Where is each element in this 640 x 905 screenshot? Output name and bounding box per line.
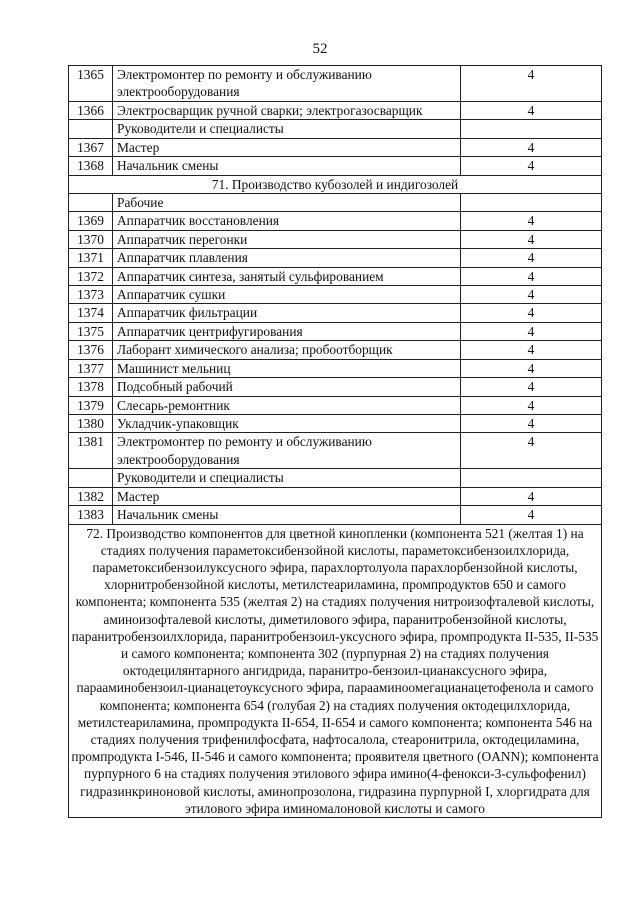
row-number: 1368 bbox=[69, 157, 113, 175]
row-profession: Подсобный рабочий bbox=[113, 378, 461, 396]
row-profession: Начальник смены bbox=[113, 506, 461, 524]
table-row bbox=[69, 286, 602, 304]
row-number: 1379 bbox=[69, 396, 113, 414]
row-value: 4 bbox=[461, 359, 602, 377]
row-number: 1378 bbox=[69, 378, 113, 396]
section-title-72: 72. Производство компонентов для цветной кинопленки (компонента 521 (желтая 1) на стадиях получения параметоксибензойной кислоты, параметоксибензоилхлорида, параметоксибензоилуксусного эфира, парахлортолуола парахлорбензойной кислоты, хлорнитробензойной кислоты, метилстеариламина, промпродуктов 650 и самого компонента; компонента 535 (желтая 2) на стадиях получения нитроизофталевой кислоты, аминоизофталевой кислоты, диметилового эфира, паранитробензойной кислоты, паранитробензоилхлорида, паранитробензоил-уксусного эфира, промпродукта II-535, II-535 и самого компонента; компонента 302 (пурпурная 2) на стадиях получения октодецилянтарного ангидрида, паранитро-бензоил-цианаксусного эфира, парааминобензоил-цианацетоуксусного эфира, парааминоомегацианацетофенола и самого компонента; компонента 654 (голубая 2) на стадиях получения октодецилхлорида, метилстеариламина, промпродукта II-654, II-654 и самого компонента; компонента 546 на стадиях получения трифенилфосфата, нафтосалола, стеаронитрила, октодециламина, промпродукта I-546, II-546 и самого компонента; проявителя цветного (OANN); компонента пурпурного 6 на стадиях получения этилового эфира имино(4-фенокси-3-сульфофенил) гидразинкриноновой кислоты, аминопрозолона, гидразина пурпурной I, хлоргидрата для этилового эфира иминомалоновой кислоты и самого bbox=[69, 524, 602, 817]
row-number: 1369 bbox=[69, 212, 113, 230]
section-row bbox=[69, 524, 602, 817]
table-row bbox=[69, 359, 602, 377]
row-number: 1382 bbox=[69, 487, 113, 505]
row-profession: Электросварщик ручной сварки; электрогазосварщик bbox=[113, 102, 461, 120]
row-number: 1365 bbox=[69, 66, 113, 102]
row-profession: Аппаратчик синтеза, занятый сульфированием bbox=[113, 267, 461, 285]
table-row bbox=[69, 322, 602, 340]
row-number: 1383 bbox=[69, 506, 113, 524]
table-row bbox=[69, 304, 602, 322]
row-profession: Аппаратчик центрифугирования bbox=[113, 322, 461, 340]
row-number: 1366 bbox=[69, 102, 113, 120]
row-profession: Слесарь-ремонтник bbox=[113, 396, 461, 414]
row-value: 4 bbox=[461, 322, 602, 340]
table-row bbox=[69, 102, 602, 120]
row-number: 1371 bbox=[69, 249, 113, 267]
row-number: 1376 bbox=[69, 341, 113, 359]
row-number: 1373 bbox=[69, 286, 113, 304]
data-table bbox=[68, 65, 602, 818]
row-value: 4 bbox=[461, 378, 602, 396]
subheader-row bbox=[69, 120, 602, 138]
row-value: 4 bbox=[461, 433, 602, 469]
table-row bbox=[69, 267, 602, 285]
row-value: 4 bbox=[461, 249, 602, 267]
table-row bbox=[69, 66, 602, 102]
subheader-row bbox=[69, 469, 602, 487]
row-value: 4 bbox=[461, 102, 602, 120]
row-profession: Аппаратчик сушки bbox=[113, 286, 461, 304]
table-row bbox=[69, 138, 602, 156]
row-value: 4 bbox=[461, 66, 602, 102]
row-profession: Машинист мельниц bbox=[113, 359, 461, 377]
row-number: 1367 bbox=[69, 138, 113, 156]
row-number: 1377 bbox=[69, 359, 113, 377]
table-row bbox=[69, 414, 602, 432]
subheader-label: Руководители и специалисты bbox=[113, 469, 461, 487]
subheader-row bbox=[69, 194, 602, 212]
row-profession: Аппаратчик перегонки bbox=[113, 230, 461, 248]
row-value: 4 bbox=[461, 506, 602, 524]
row-value: 4 bbox=[461, 230, 602, 248]
row-profession: Мастер bbox=[113, 487, 461, 505]
row-value: 4 bbox=[461, 414, 602, 432]
row-value: 4 bbox=[461, 212, 602, 230]
empty-cell bbox=[461, 194, 602, 212]
row-value: 4 bbox=[461, 487, 602, 505]
row-value: 4 bbox=[461, 396, 602, 414]
row-number: 1375 bbox=[69, 322, 113, 340]
section-title-71: 71. Производство кубозолей и индигозолей bbox=[69, 175, 602, 193]
row-value: 4 bbox=[461, 304, 602, 322]
row-profession: Укладчик-упаковщик bbox=[113, 414, 461, 432]
table-row bbox=[69, 487, 602, 505]
row-value: 4 bbox=[461, 286, 602, 304]
page-number: 52 bbox=[312, 41, 328, 57]
row-profession: Начальник смены bbox=[113, 157, 461, 175]
subheader-label: Рабочие bbox=[113, 194, 461, 212]
table-row bbox=[69, 396, 602, 414]
row-profession: Лаборант химического анализа; пробоотборщик bbox=[113, 341, 461, 359]
row-profession: Мастер bbox=[113, 138, 461, 156]
table-body bbox=[69, 66, 602, 818]
row-value: 4 bbox=[461, 267, 602, 285]
empty-cell bbox=[69, 469, 113, 487]
row-value: 4 bbox=[461, 157, 602, 175]
empty-cell bbox=[461, 120, 602, 138]
row-profession: Электромонтер по ремонту и обслуживанию электрооборудования bbox=[113, 433, 461, 469]
table-row bbox=[69, 506, 602, 524]
table-row bbox=[69, 212, 602, 230]
row-number: 1374 bbox=[69, 304, 113, 322]
row-number: 1381 bbox=[69, 433, 113, 469]
row-profession: Аппаратчик плавления bbox=[113, 249, 461, 267]
table-row bbox=[69, 249, 602, 267]
empty-cell bbox=[69, 194, 113, 212]
subheader-label: Руководители и специалисты bbox=[113, 120, 461, 138]
row-profession: Электромонтер по ремонту и обслуживанию электрооборудования bbox=[113, 66, 461, 102]
empty-cell bbox=[461, 469, 602, 487]
table-row bbox=[69, 230, 602, 248]
empty-cell bbox=[69, 120, 113, 138]
row-number: 1380 bbox=[69, 414, 113, 432]
row-number: 1370 bbox=[69, 230, 113, 248]
table-row bbox=[69, 157, 602, 175]
row-profession: Аппаратчик фильтрации bbox=[113, 304, 461, 322]
row-profession: Аппаратчик восстановления bbox=[113, 212, 461, 230]
table-row bbox=[69, 341, 602, 359]
table-row bbox=[69, 378, 602, 396]
row-value: 4 bbox=[461, 138, 602, 156]
row-value: 4 bbox=[461, 341, 602, 359]
row-number: 1372 bbox=[69, 267, 113, 285]
section-row bbox=[69, 175, 602, 193]
table-row bbox=[69, 433, 602, 469]
